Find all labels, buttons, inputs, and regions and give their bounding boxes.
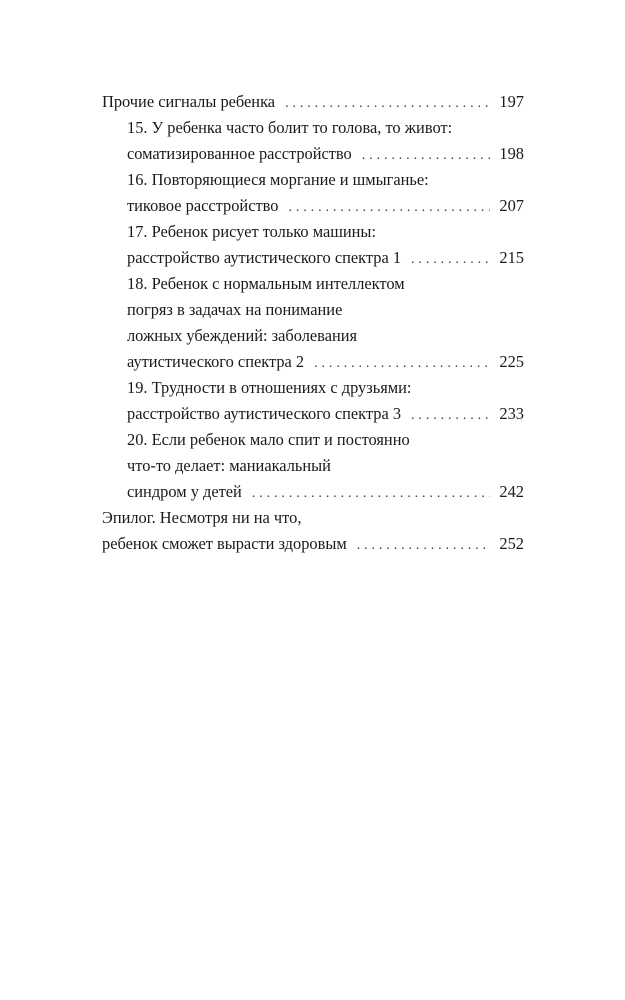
toc-entry [102,271,524,375]
toc-entry-title: 18. Ребенок с нормальным интеллектом [127,274,405,293]
toc-page-number: 242 [499,482,524,501]
toc-entry [102,427,524,505]
toc-line [102,453,524,479]
toc-entry [102,115,524,167]
toc-page-number: 215 [499,248,524,267]
toc-line [102,531,524,557]
toc-line [102,375,524,401]
toc-line [102,479,524,505]
toc-line [102,505,524,531]
dot-leader [411,247,490,273]
toc-entry-title-continued: расстройство аутистического спектра 1 [127,248,402,267]
toc-line [102,245,524,271]
toc-entry [102,375,524,427]
dot-leader [362,143,490,169]
toc-line [102,167,524,193]
toc-line [102,115,524,141]
dot-leader [357,533,490,559]
dot-leader [252,481,490,507]
toc-entry-title-continued: что-то делает: маниакальный [127,456,331,475]
toc-entry-title: 20. Если ребенок мало спит и постоянно [127,430,410,449]
dot-leader [314,351,490,377]
toc-entry-title-continued: ложных убеждений: заболевания [127,326,358,345]
toc-line [102,427,524,453]
toc-line [102,271,524,297]
toc-entry [102,505,524,557]
toc-page-number: 233 [499,404,524,423]
toc-page-number: 197 [499,92,524,111]
toc-page-number: 252 [499,534,524,553]
toc-line [102,323,524,349]
toc-page-number: 225 [499,352,524,371]
toc-entry [102,89,524,115]
toc-line [102,401,524,427]
toc-entry-title: 16. Повторяющиеся моргание и шмыганье: [127,170,429,189]
toc-entry-title-continued: соматизированное расстройство [127,144,352,163]
toc-line [102,297,524,323]
toc-line [102,219,524,245]
toc-page-number: 198 [499,144,524,163]
toc-entry-title-continued: аутистического спектра 2 [127,352,305,371]
toc-line [102,193,524,219]
toc-entry-title: Прочие сигналы ребенка [102,92,276,111]
toc-entry-title-continued: синдром у детей [127,482,242,501]
toc-line [102,349,524,375]
toc-entry-title: Эпилог. Несмотря ни на что, [102,508,302,527]
toc-entry-title-continued: тиковое расстройство [127,196,279,215]
table-of-contents [102,89,524,557]
toc-line [102,89,524,115]
toc-page-number: 207 [499,196,524,215]
dot-leader [285,91,490,117]
toc-entry-title-continued: ребенок сможет вырасти здоровым [102,534,347,553]
toc-entry-title: 15. У ребенка часто болит то голова, то живот: [127,118,453,137]
toc-entry-title-continued: расстройство аутистического спектра 3 [127,404,402,423]
dot-leader [411,403,490,429]
toc-entry-title: 17. Ребенок рисует только машины: [127,222,376,241]
dot-leader [288,195,490,221]
toc-entry [102,219,524,271]
toc-entry [102,167,524,219]
toc-line [102,141,524,167]
toc-entry-title: 19. Трудности в отношениях с друзьями: [127,378,412,397]
toc-entry-title-continued: погряз в задачах на понимание [127,300,343,319]
